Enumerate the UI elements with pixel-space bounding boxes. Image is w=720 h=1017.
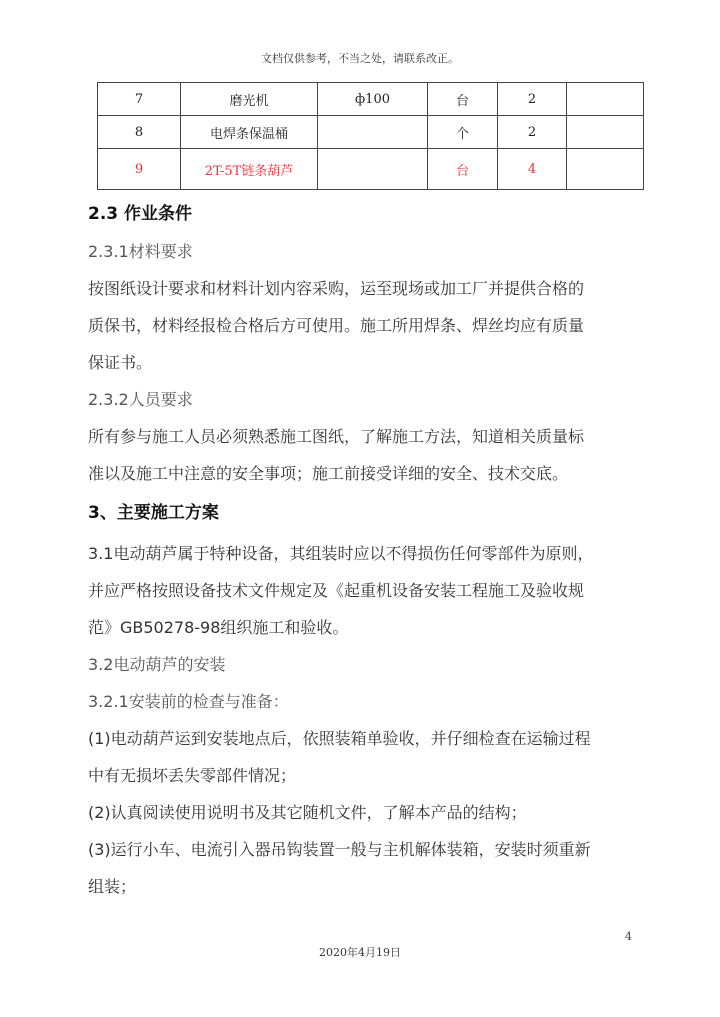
section-heading-2-3: 2.3 作业条件 xyxy=(88,204,193,224)
cell-spec: ф100 xyxy=(318,83,428,116)
equipment-table xyxy=(97,82,644,190)
list-item-line: 中有无损坏丢失零部件情况； xyxy=(88,766,297,785)
cell-no: 7 xyxy=(98,83,181,116)
cell-unit: 台 xyxy=(428,83,498,116)
header-note: 文档仅供参考，不当之处，请联系改正。 xyxy=(261,52,459,65)
list-item-line: 组装； xyxy=(88,877,137,896)
cell-qty: 4 xyxy=(498,149,567,190)
cell-unit: 个 xyxy=(428,116,498,149)
paragraph-line: 所有参与施工人员必须熟悉施工图纸，了解施工方法，知道相关质量标 xyxy=(88,427,585,446)
subsection-heading-2-3-1: 2.3.1材料要求 xyxy=(88,242,193,261)
cell-spec xyxy=(318,116,428,149)
subsection-heading-2-3-2: 2.3.2人员要求 xyxy=(88,390,193,409)
footer-date: 2020年4月19日 xyxy=(319,946,401,959)
cell-no: 8 xyxy=(98,116,181,149)
table-row xyxy=(98,116,644,149)
paragraph-line: 按图纸设计要求和材料计划内容采购，运至现场或加工厂并提供合格的 xyxy=(88,279,585,298)
document-body xyxy=(88,196,648,905)
paragraph-line: 范》GB50278-98组织施工和验收。 xyxy=(88,618,349,637)
table-row xyxy=(98,83,644,116)
paragraph-line: 准以及施工中注意的安全事项；施工前接受详细的安全、技术交底。 xyxy=(88,464,569,483)
cell-name: 电焊条保温桶 xyxy=(181,116,318,149)
list-item-line: (1)电动葫芦运到安装地点后，依照装箱单验收，并仔细检查在运输过程 xyxy=(88,729,591,748)
section-heading-3: 3、主要施工方案 xyxy=(88,503,219,523)
subsection-heading-3-2: 3.2电动葫芦的安装 xyxy=(88,655,226,674)
paragraph-line: 保证书。 xyxy=(88,353,153,372)
cell-remark xyxy=(567,149,644,190)
cell-name: 2T-5T链条葫芦 xyxy=(181,149,318,190)
list-item-line: (3)运行小车、电流引入器吊钩装置一般与主机解体装箱，安装时须重新 xyxy=(88,840,591,859)
list-item-line: (2)认真阅读使用说明书及其它随机文件，了解本产品的结构； xyxy=(88,803,527,822)
cell-unit: 台 xyxy=(428,149,498,190)
cell-qty: 2 xyxy=(498,83,567,116)
paragraph-line: 并应严格按照设备技术文件规定及《起重机设备安装工程施工及验收规 xyxy=(88,581,585,600)
table-row-highlighted xyxy=(98,149,644,190)
subsection-heading-3-2-1: 3.2.1安装前的检查与准备： xyxy=(88,692,289,711)
cell-remark xyxy=(567,83,644,116)
cell-qty: 2 xyxy=(498,116,567,149)
cell-spec xyxy=(318,149,428,190)
page-number: 4 xyxy=(625,930,632,943)
paragraph-line: 质保书，材料经报检合格后方可使用。施工所用焊条、焊丝均应有质量 xyxy=(88,316,585,335)
cell-remark xyxy=(567,116,644,149)
paragraph-line: 3.1电动葫芦属于特种设备，其组装时应以不得损伤任何零部件为原则， xyxy=(88,544,594,563)
cell-name: 磨光机 xyxy=(181,83,318,116)
cell-no: 9 xyxy=(98,149,181,190)
